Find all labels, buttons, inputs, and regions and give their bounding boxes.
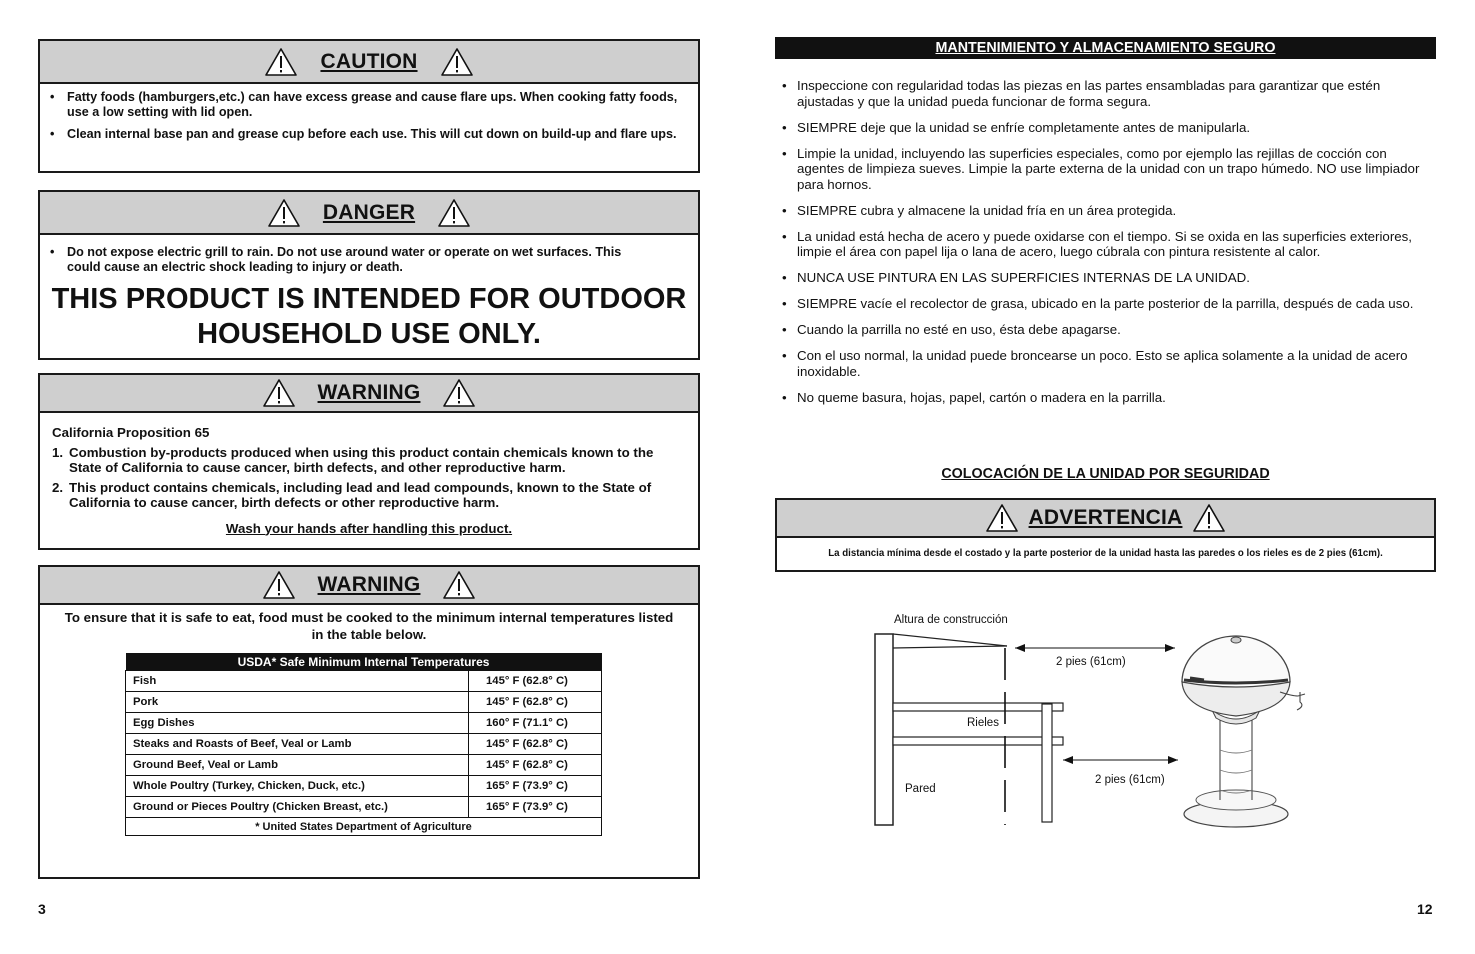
table-row: [126, 734, 602, 755]
temperature-cell: 145° F (62.8° C): [469, 734, 602, 755]
usda-footnote: * United States Department of Agriculture: [126, 818, 602, 836]
caution-bullet: • Clean internal base pan and grease cup before each use. This will cut down on build-up and flare ups.: [42, 127, 692, 142]
arrowhead: [1015, 644, 1025, 652]
food-cell: Steaks and Roasts of Beef, Veal or Lamb: [126, 734, 469, 755]
warning-triangle-icon: [1192, 503, 1226, 533]
prop65-warning-title: WARNING: [317, 381, 421, 404]
arrowhead: [1063, 756, 1073, 764]
warning-triangle-icon: [437, 198, 471, 228]
table-row: [126, 713, 602, 734]
food-cell: Egg Dishes: [126, 713, 469, 734]
prop65-heading: California Proposition 65: [52, 425, 210, 440]
food-temp-warning-title: WARNING: [317, 573, 421, 596]
warning-triangle-icon: [262, 378, 296, 408]
temperature-cell: 165° F (73.9° C): [469, 776, 602, 797]
maintenance-bullet: • NUNCA USE PINTURA EN LAS SUPERFICIES INTERNAS DE LA UNIDAD.: [780, 270, 1436, 286]
page-number-left: 3: [38, 901, 46, 917]
prop65-item: [52, 445, 686, 476]
arrowhead: [1168, 756, 1178, 764]
page-number-right: 12: [1417, 901, 1433, 917]
table-row: [126, 755, 602, 776]
food-temp-warning-header: [40, 567, 698, 605]
caution-list: [40, 84, 698, 142]
caution-box: [38, 39, 700, 173]
wall-post: [875, 634, 893, 825]
maintenance-bullet: • SIEMPRE vacíe el recolector de grasa, ubicado en la parte posterior de la parrilla, después de cada uso.: [780, 296, 1436, 312]
danger-title: DANGER: [322, 200, 416, 224]
prop65-warning-box: [38, 373, 700, 550]
food-cell: Pork: [126, 692, 469, 713]
maintenance-bullet: • Con el uso normal, la unidad puede broncearse un poco. Esto se aplica solamente a la unidad de acero inoxidable.: [780, 348, 1436, 379]
outdoor-use-notice: [40, 282, 698, 352]
warning-triangle-icon: [442, 378, 476, 408]
clearance-diagram: [860, 600, 1320, 835]
danger-list: [40, 235, 698, 275]
label-distance-bottom: 2 pies (61cm): [1095, 774, 1165, 786]
label-distance-top: 2 pies (61cm): [1056, 656, 1126, 668]
temperature-cell: 145° F (62.8° C): [469, 671, 602, 692]
food-cell: Ground Beef, Veal or Lamb: [126, 755, 469, 776]
caution-bullet: • Fatty foods (hamburgers,etc.) can have excess grease and cause flare ups. When cooking fatty foods, use a low setting with lid open.: [42, 90, 692, 120]
label-rails: Rieles: [967, 717, 999, 729]
grill-illustration: [1182, 636, 1305, 827]
temperature-cell: 160° F (71.1° C): [469, 713, 602, 734]
advertencia-title: ADVERTENCIA: [1028, 506, 1183, 529]
advertencia-text: La distancia mínima desde el costado y la parte posterior de la unidad hasta las paredes o los rieles es de 2 pies (61cm).: [828, 548, 1383, 559]
maintenance-bullet: • La unidad está hecha de acero y puede oxidarse con el tiempo. Si se oxida en las superficies exteriores, limpie el área con papel lija o lana de acero, luego cúbrala con pintura resistente al calor.: [780, 229, 1436, 260]
usda-temperature-table: [125, 653, 602, 836]
usda-table-header: USDA* Safe Minimum Internal Temperatures: [126, 653, 602, 671]
maintenance-bullet: • Inspeccione con regularidad todas las piezas en las partes ensambladas para garantizar que estén ajustadas y que la unidad pueda funcionar de forma segura.: [780, 78, 1436, 109]
danger-bullet: • Do not expose electric grill to rain. Do not use around water or operate on wet surfaces. This could cause an electric shock leading to injury or death.: [42, 245, 658, 275]
rail-post: [1042, 704, 1052, 822]
warning-triangle-icon: [264, 47, 298, 77]
prop65-warning-header: [40, 375, 698, 413]
food-temp-warning-box: [38, 565, 700, 879]
warning-triangle-icon: [985, 503, 1019, 533]
maintenance-section-title: MANTENIMIENTO Y ALMACENAMIENTO SEGURO: [775, 37, 1436, 59]
outdoor-use-line-2: HOUSEHOLD USE ONLY.: [197, 318, 541, 350]
food-cell: Whole Poultry (Turkey, Chicken, Duck, etc.): [126, 776, 469, 797]
maintenance-bullet: • SIEMPRE deje que la unidad se enfríe completamente antes de manipularla.: [780, 120, 1436, 136]
rail: [893, 737, 1063, 745]
label-wall: Pared: [905, 783, 936, 795]
outdoor-use-line-1: THIS PRODUCT IS INTENDED FOR OUTDOOR: [51, 283, 687, 315]
eave-line: [893, 634, 1007, 646]
prop65-content: [40, 413, 698, 536]
warning-triangle-icon: [442, 570, 476, 600]
food-cell: Ground or Pieces Poultry (Chicken Breast, etc.): [126, 797, 469, 818]
food-temp-intro: To ensure that it is safe to eat, food must be cooked to the minimum internal temperatures listed in the table below.: [64, 610, 674, 642]
temperature-cell: 165° F (73.9° C): [469, 797, 602, 818]
table-row: [126, 692, 602, 713]
maintenance-list: [780, 78, 1436, 416]
prop65-item-text: Combustion by-products produced when using this product contain chemicals known to the State of California to cause cancer, birth defects, and other reproductive harm.: [69, 444, 654, 475]
prop65-item-number: 1.: [52, 444, 64, 460]
rail: [893, 703, 1063, 711]
warning-triangle-icon: [267, 198, 301, 228]
advertencia-header: [777, 500, 1434, 538]
warning-triangle-icon: [262, 570, 296, 600]
table-row: [126, 797, 602, 818]
prop65-item-number: 2.: [52, 479, 64, 495]
placement-title: COLOCACIÓN DE LA UNIDAD POR SEGURIDAD: [941, 466, 1270, 482]
food-cell: Fish: [126, 671, 469, 692]
arrowhead: [1165, 644, 1175, 652]
warning-triangle-icon: [440, 47, 474, 77]
eave-line: [893, 646, 1007, 648]
table-footnote-row: [126, 818, 602, 836]
temperature-cell: 145° F (62.8° C): [469, 692, 602, 713]
wash-hands-notice: Wash your hands after handling this product.: [225, 520, 513, 536]
table-row: [126, 671, 602, 692]
danger-box: [38, 190, 700, 360]
maintenance-bullet: • Limpie la unidad, incluyendo las superficies especiales, como por ejemplo las rejillas de cocción con agentes de limpieza sueves. Limpie la parte externa de la unidad con un trapo húmedo. NO use limpiador para hornos.: [780, 146, 1436, 193]
maintenance-bullet: • Cuando la parrilla no esté en uso, ésta debe apagarse.: [780, 322, 1436, 338]
label-building-height: Altura de construcción: [894, 614, 1008, 626]
maintenance-bullet: • No queme basura, hojas, papel, cartón o madera en la parrilla.: [780, 390, 1436, 406]
caution-header: [40, 41, 698, 84]
caution-title: CAUTION: [320, 49, 418, 73]
prop65-item: [52, 480, 686, 511]
advertencia-box: [775, 498, 1436, 572]
maintenance-bullet: • SIEMPRE cubra y almacene la unidad fría en un área protegida.: [780, 203, 1436, 219]
table-row: [126, 776, 602, 797]
danger-header: [40, 192, 698, 235]
temperature-cell: 145° F (62.8° C): [469, 755, 602, 776]
prop65-item-text: This product contains chemicals, including lead and lead compounds, known to the State of California to cause cancer, birth defects or other reproductive harm.: [69, 479, 652, 510]
